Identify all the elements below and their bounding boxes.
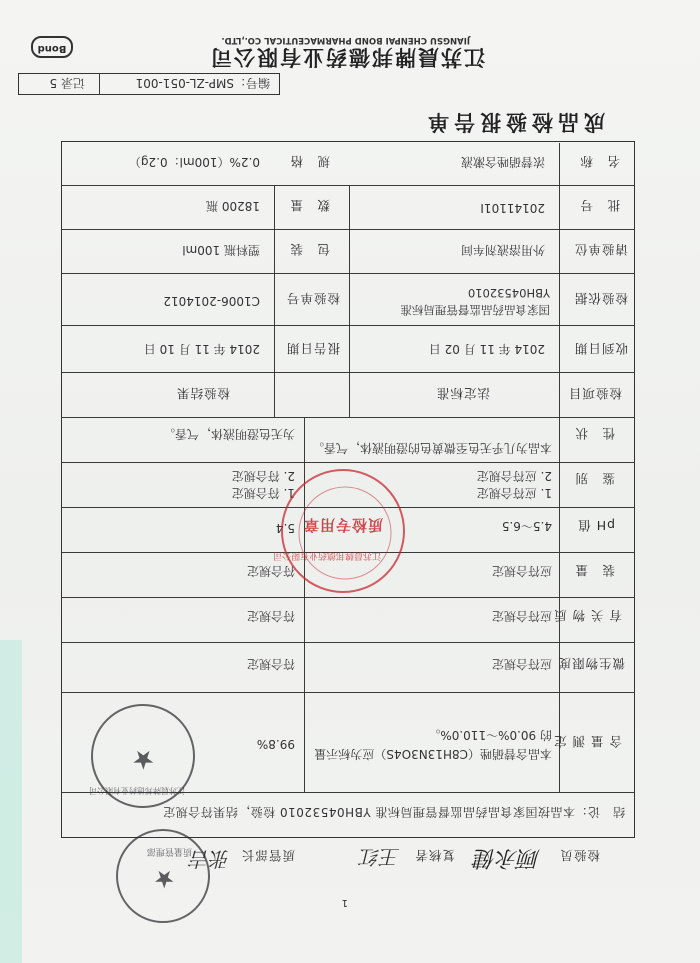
quality-stamp (272, 469, 405, 593)
row-item: 含 量 测 定 (553, 734, 622, 749)
company-name-en: JIANGSU CHENPAI BOND PHARMACEUTICAL CO.,LTD. (221, 35, 470, 45)
reviewer-label: 复核者 (414, 848, 455, 863)
page-number: 1 (341, 897, 348, 908)
bond-logo: Bond (31, 36, 73, 58)
header-result: 检验结果 (175, 386, 230, 401)
quality-stamp-center: 质检专用章 (302, 516, 383, 534)
dept-stamp-text: 质量管理部 (146, 846, 192, 856)
row-item: 性 状 (574, 426, 615, 441)
reviewer-signature: 王红 (360, 845, 400, 869)
row-result: 5.4 (275, 521, 295, 535)
dept-value: 外用溶液剂车间 (460, 243, 545, 257)
row-standard: 本品为几乎无色至微黄色的澄明液体，气香。 (311, 441, 552, 455)
pack-label: 包 装 (289, 242, 330, 257)
star-icon: ★ (153, 865, 175, 893)
pack-value: 塑料瓶 100ml (182, 243, 260, 257)
row-result: 符合规定 (246, 609, 295, 623)
receive-value: 2014 年 11 月 02 日 (428, 342, 545, 356)
qty-label: 数 量 (289, 198, 330, 213)
row-item: pH 值 (577, 518, 615, 533)
quality-stamp-ring: 江苏晨牌邦德药业有限公司 (272, 550, 381, 560)
company-stamp (91, 704, 195, 808)
row-result: 符合规定 (246, 657, 295, 671)
dept-label: 请验单位 (573, 242, 628, 257)
row-item: 有 关 物 质 (553, 608, 622, 623)
header-item: 检验项目 (567, 386, 622, 401)
star-icon: ★ (131, 744, 155, 774)
basis-label: 检验依据 (573, 291, 628, 306)
doc-number: 编号：SMP-ZL-051-001 (135, 76, 270, 90)
report-date-value: 2014 年 11 月 10 日 (143, 342, 260, 356)
conclusion: 结 论：本品按国家食品药品监督管理局标准 YBH04532010 检验，结果符合规定 (162, 805, 625, 819)
row-item: 微生物限度 (557, 656, 625, 671)
name-label: 名 称 (579, 154, 620, 169)
row-standard: 应符合规定 (491, 609, 552, 623)
row-result: 符合规定 (246, 564, 295, 578)
row-result: 为无色澄明液体，气香。 (162, 427, 295, 441)
doc-record: 记录 5 (49, 76, 85, 90)
row-standard: 4.5～6.5 (501, 519, 552, 533)
manager-label: 质管部长 (240, 848, 295, 863)
report-date-label: 报告日期 (285, 341, 340, 356)
batch-value: 20141101I (480, 201, 545, 215)
row-standard: 1. 应符合规定 2. 应符合规定 (476, 469, 552, 500)
row-result: 1. 符合规定 2. 符合规定 (231, 469, 295, 500)
checker-signature: 顾永健 (473, 845, 540, 870)
row-standard: 应符合规定 (491, 564, 552, 578)
page-title: 成品检验报告单 (423, 110, 605, 134)
company-name: 江苏晨牌邦德药业有限公司 (209, 45, 485, 69)
row-result: 99.8% (256, 737, 295, 751)
name-value: 浓替硝唑含漱液 (460, 155, 545, 169)
header-standard: 法定标准 (435, 386, 490, 401)
row-item: 鉴 别 (574, 471, 615, 486)
row-standard: 应符合规定 (491, 657, 552, 671)
spec-value: 0.2%（100ml：0.2g） (128, 155, 260, 169)
company-stamp-text: 江苏晨牌邦德药业有限公司 (89, 786, 185, 795)
row-item: 装 量 (574, 563, 615, 578)
dept-stamp (116, 829, 210, 923)
report-no-value: C1006-2014012 (163, 294, 260, 308)
qty-value: 18200 瓶 (206, 199, 260, 213)
receive-label: 收到日期 (573, 341, 628, 356)
basis-value: 国家食品药品监督管理局标准 YBH04532010 (400, 286, 550, 317)
batch-label: 批 号 (579, 198, 620, 213)
checker-label: 检验员 (559, 848, 600, 863)
spec-label: 规 格 (289, 154, 330, 169)
report-no-label: 检验单号 (285, 291, 340, 306)
row-standard: 本品含替硝唑（C8H13N3O4S）应为标示量的 90.0%～110.0%。 (314, 728, 552, 761)
manager-signature: 张吉 (190, 847, 230, 871)
